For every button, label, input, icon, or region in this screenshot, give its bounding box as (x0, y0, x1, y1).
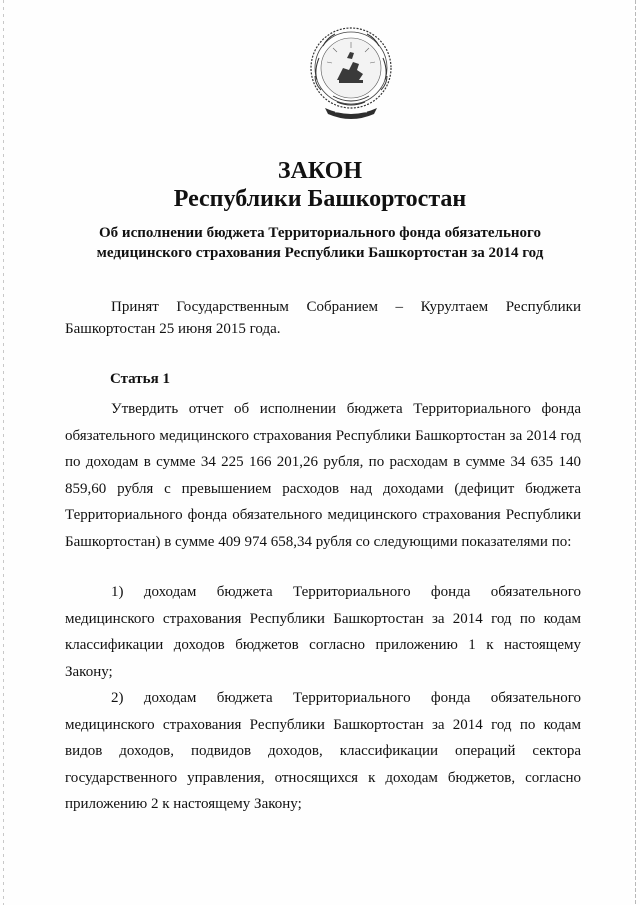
scan-edge-left (3, 0, 4, 905)
document-title: ЗАКОН (277, 158, 363, 184)
article-paragraph: Утвердить отчет об исполнении бюджета Территориального фонда обязательного медицинского страхования Республики Башкортостан за 2014 год по доходам в сумме 34 225 166 201,26 рубля, по расходам в сумме 34 635 140 859,60 рубля с превышением расходов над доходами (дефицит бюджета Территориального фонда обязательного медицинского страхования Республики Башкортостан) в сумме 409 974 658,34 рубля со следующими показателями по: (65, 401, 581, 550)
document-subtitle: Республики Башкортостан (173, 186, 467, 212)
adoption-statement: Принят Государственным Собранием – Курултаем Республики Башкортостан 25 июня 2015 года. (65, 299, 581, 337)
coat-of-arms-icon (303, 22, 399, 126)
law-subject: Об исполнении бюджета Территориального фонда обязательного медицинского страхования Республики Башкортостан за 2014 год (96, 225, 544, 261)
article-list-item: 1) доходам бюджета Территориального фонда обязательного медицинского страхования Республики Башкортостан за 2014 год по кодам классификации доходов бюджетов согласно приложению 1 к настоящему Закону; (65, 584, 581, 680)
article-list-item: 2) доходам бюджета Территориального фонда обязательного медицинского страхования Республики Башкортостан за 2014 год по кодам видов доходов, подвидов доходов, классификации операций сектора государственного управления, относящихся к доходам бюджетов, согласно приложению 2 к настоящему Закону; (65, 690, 581, 813)
article-heading: Статья 1 (110, 371, 170, 387)
scan-edge-right (635, 0, 636, 905)
